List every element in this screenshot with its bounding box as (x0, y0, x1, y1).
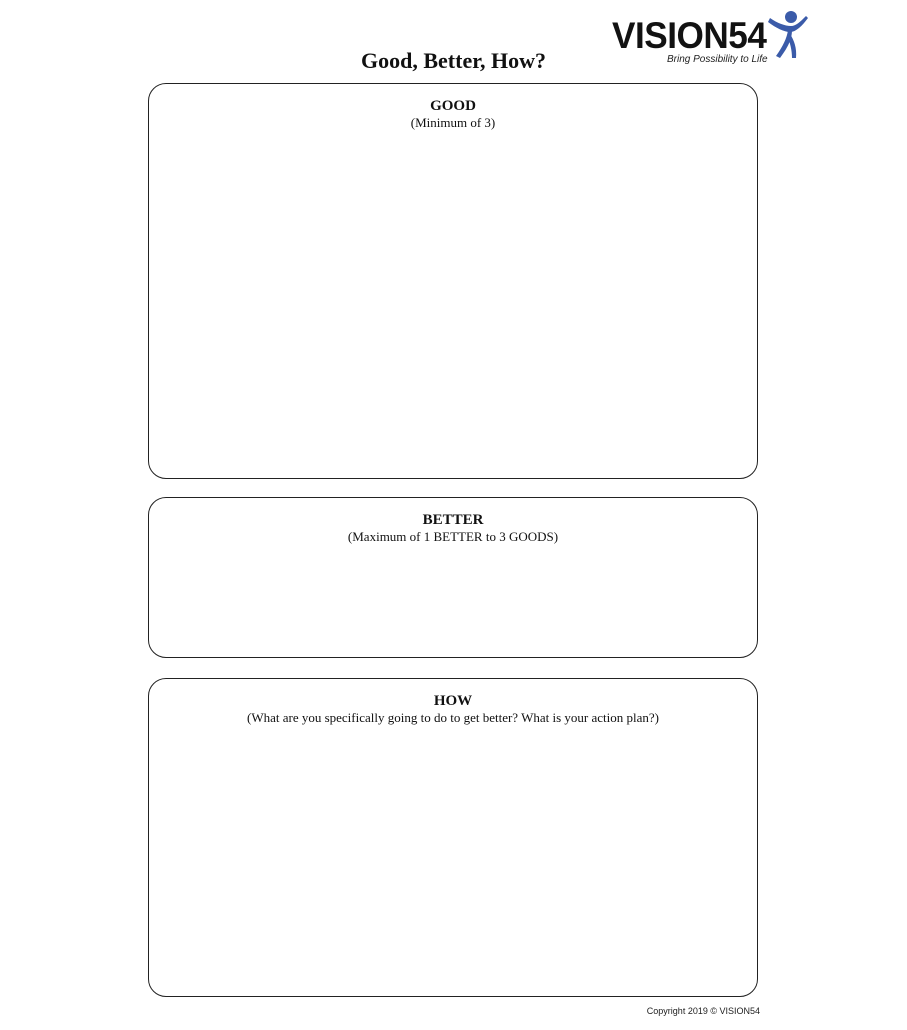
good-section (148, 83, 758, 479)
how-writing-area[interactable] (161, 735, 745, 984)
how-section (148, 678, 758, 997)
good-heading: GOOD (430, 98, 476, 114)
how-heading: HOW (433, 693, 473, 709)
logo-tagline: Bring Possibility to Life (667, 54, 768, 65)
page-title: Good, Better, How? (361, 48, 546, 73)
better-note: (Maximum of 1 BETTER to 3 GOODS) (347, 529, 559, 544)
good-writing-area[interactable] (161, 140, 745, 466)
copyright-notice: Copyright 2019 © VISION54 (646, 1006, 760, 1016)
logo-wordmark: VISION54 (612, 15, 767, 56)
better-section (148, 497, 758, 658)
how-note: (What are you specifically going to do to get better? What is your action plan?) (246, 710, 659, 725)
good-note: (Minimum of 3) (410, 115, 496, 130)
better-heading: BETTER (422, 512, 484, 528)
better-writing-area[interactable] (161, 554, 745, 645)
